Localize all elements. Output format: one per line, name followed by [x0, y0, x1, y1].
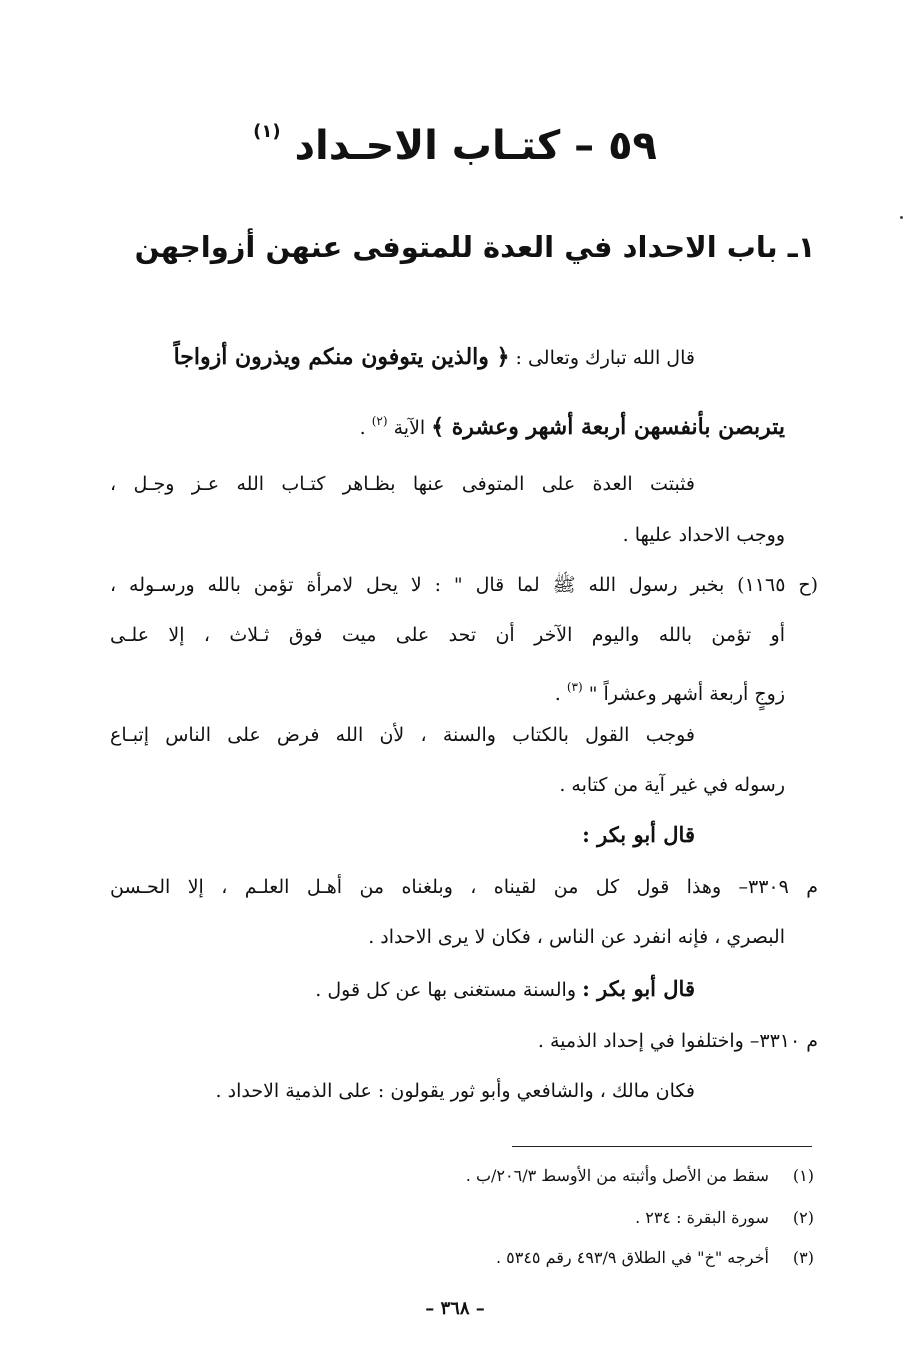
- footnote-1: [466, 1162, 814, 1190]
- hadith-line-3: [555, 670, 785, 711]
- text-line-4: ووجب الاحداد عليها .: [622, 524, 785, 546]
- book-title: [0, 102, 910, 176]
- footnote-2: [635, 1204, 814, 1232]
- masala-3310: م ٣٣١٠– واختلفوا في إحداد الذمية .: [537, 1030, 818, 1052]
- page-number: – ٣٦٨ –: [425, 1298, 485, 1319]
- quran-intro: قال الله تبارك وتعالى :: [515, 347, 695, 369]
- masala-3309-line-2: البصري ، فإنه انفرد عن الناس ، فكان لا يرى الاحداد .: [368, 926, 785, 948]
- footnote-number: (٢): [792, 1208, 814, 1227]
- footnote-number: (١): [792, 1166, 814, 1185]
- text-line-1: [174, 340, 695, 375]
- text-line-2: [360, 404, 785, 445]
- abu-bakr-heading: قال أبو بكر :: [582, 822, 695, 847]
- hadith-end-text: زوجٍ أربعة أشهر وعشراً ": [588, 683, 785, 705]
- footnote-text: سقط من الأصل وأثبته من الأوسط ٢٠٦/٣/ب .: [465, 1166, 769, 1185]
- footnote-separator: [512, 1146, 812, 1147]
- quran-verse-part-1: ﴿ والذين يتوفون منكم ويذرون أزواجاً: [173, 344, 510, 370]
- verse-suffix: الآية: [393, 417, 426, 439]
- text-line-9: رسوله في غير آية من كتابه .: [559, 774, 785, 796]
- margin-speck: [900, 216, 903, 219]
- footnote-ref-2: (٢): [371, 414, 388, 428]
- hadith-line-1: (ح ١١٦٥) بخبر رسول الله ﷺ لما قال " : لا يحل لامرأة تؤمن بالله ورسـوله ،: [110, 574, 818, 596]
- text-line-8: فوجب القول بالكتاب والسنة ، لأن الله فرض على الناس إتبـاع: [110, 724, 695, 746]
- hadith-end-dot: .: [554, 683, 561, 705]
- masala-3309-line-1: م ٣٣٠٩– وهذا قول كل من لقيناه ، وبلغناه من أهـل العلـم ، إلا الحـسن: [110, 876, 818, 898]
- abu-bakr-text: والسنة مستغنى بها عن كل قول .: [315, 979, 577, 1001]
- footnote-ref-3: (٣): [566, 680, 583, 694]
- quran-verse-part-2: يتربصن بأنفسهن أربعة أشهر وعشرة ﴾: [431, 414, 785, 440]
- abu-bakr-statement: [315, 972, 695, 1007]
- hadith-line-2: أو تؤمن بالله واليوم الآخر أن تحد على ميت فوق ثـلاث ، إلا علـى: [110, 624, 785, 646]
- verse-end: .: [359, 417, 366, 439]
- chapter-title: ١ـ باب الاحداد في العدة للمتوفى عنهن أزواجهن: [134, 230, 816, 264]
- footnote-3: [496, 1244, 814, 1272]
- text-line-3: فثبتت العدة على المتوفى عنها بظـاهر كتـاب الله عـز وجـل ،: [110, 473, 695, 495]
- footnote-text: سورة البقرة : ٢٣٤ .: [635, 1208, 769, 1227]
- footnote-number: (٣): [792, 1248, 814, 1267]
- book-title-footnote-ref: (١): [253, 121, 281, 142]
- footnote-text: أخرجه "خ" في الطلاق ٤٩٣/٩ رقم ٥٣٤٥ .: [495, 1248, 769, 1267]
- book-title-text: ٥٩ – كتـاب الاحـداد: [294, 123, 657, 169]
- abu-bakr-label: قال أبو بكر :: [582, 976, 695, 1001]
- text-line-15: فكان مالك ، والشافعي وأبو ثور يقولون : على الذمية الاحداد .: [215, 1080, 695, 1102]
